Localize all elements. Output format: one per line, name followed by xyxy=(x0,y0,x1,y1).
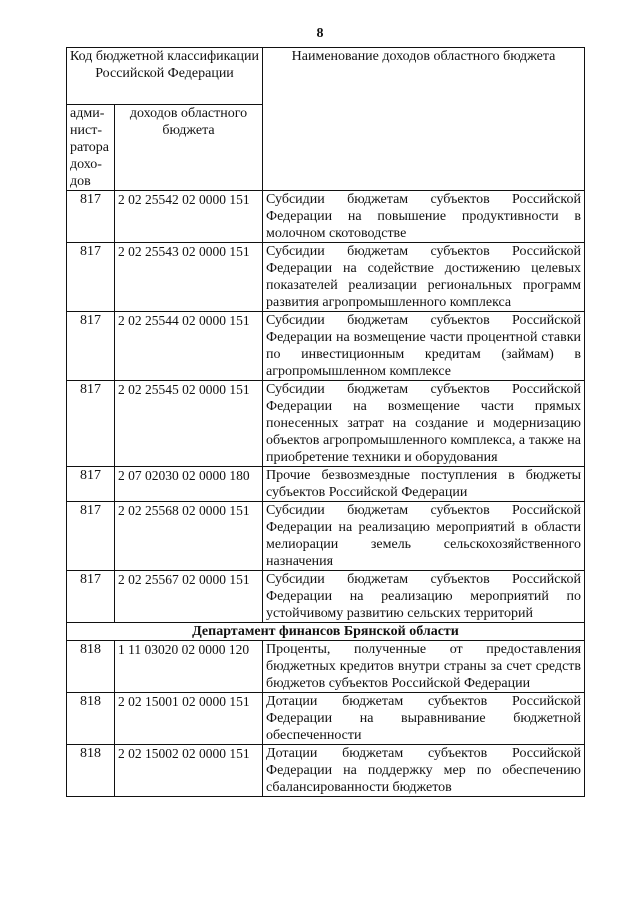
table-row xyxy=(67,243,585,312)
income-name-cell: Дотации бюджетам субъектов Российской Федерации на выравнивание бюджетной обеспеченности xyxy=(263,693,585,745)
admin-code-cell: 817 xyxy=(67,381,115,467)
admin-code-cell: 817 xyxy=(67,467,115,502)
table-row xyxy=(67,693,585,745)
income-name-cell: Прочие безвозмездные поступления в бюджеты субъектов Российской Федерации xyxy=(263,467,585,502)
admin-code-cell: 818 xyxy=(67,745,115,797)
income-code-cell: 1 11 03020 02 0000 120 xyxy=(115,641,263,693)
page-number: 8 xyxy=(316,26,324,41)
income-name-cell: Субсидии бюджетам субъектов Российской Федерации на повышение продуктивности в молочном скотоводстве xyxy=(263,191,585,243)
income-code-cell: 2 02 25567 02 0000 151 xyxy=(115,571,263,623)
income-name-cell: Дотации бюджетам субъектов Российской Федерации на поддержку мер по обеспечению сбалансированности бюджетов xyxy=(263,745,585,797)
income-code-cell: 2 02 25568 02 0000 151 xyxy=(115,502,263,571)
admin-code-cell: 817 xyxy=(67,571,115,623)
admin-code-cell: 818 xyxy=(67,641,115,693)
income-name-cell: Субсидии бюджетам субъектов Российской Федерации на содействие достижению целевых показателей реализации региональных программ развития агропромышленного комплекса xyxy=(263,243,585,312)
header-name-column: Наименование доходов областного бюджета xyxy=(263,48,585,191)
income-code-cell: 2 02 25545 02 0000 151 xyxy=(115,381,263,467)
table-row xyxy=(67,571,585,623)
income-code-cell: 2 02 15002 02 0000 151 xyxy=(115,745,263,797)
income-name-cell: Субсидии бюджетам субъектов Российской Федерации на возмещение части прямых понесенных затрат на создание и модернизацию объектов агропромышленного комплекса, а также на приобретение техники и оборудования xyxy=(263,381,585,467)
admin-code-cell: 817 xyxy=(67,191,115,243)
header-code-group: Код бюджетной классификации Российской Федерации xyxy=(67,48,263,105)
table-row xyxy=(67,312,585,381)
income-code-cell: 2 02 15001 02 0000 151 xyxy=(115,693,263,745)
admin-code-cell: 817 xyxy=(67,243,115,312)
table-row xyxy=(67,467,585,502)
income-name-cell: Субсидии бюджетам субъектов Российской Федерации на реализацию мероприятий по устойчивому развитию сельских территорий xyxy=(263,571,585,623)
admin-code-cell: 817 xyxy=(67,312,115,381)
header-income-column: доходов областного бюджета xyxy=(115,105,263,191)
table-row xyxy=(67,745,585,797)
admin-code-cell: 818 xyxy=(67,693,115,745)
income-classification-table xyxy=(66,47,585,797)
income-name-cell: Субсидии бюджетам субъектов Российской Федерации на возмещение части процентной ставки по инвестиционным кредитам (займам) в агропромышленном комплексе xyxy=(263,312,585,381)
income-name-cell: Субсидии бюджетам субъектов Российской Федерации на реализацию мероприятий в области мелиорации земель сельскохозяйственного назначения xyxy=(263,502,585,571)
table-row xyxy=(67,381,585,467)
section-row xyxy=(67,623,585,641)
admin-code-cell: 817 xyxy=(67,502,115,571)
table-row xyxy=(67,641,585,693)
table-row xyxy=(67,502,585,571)
income-code-cell: 2 02 25543 02 0000 151 xyxy=(115,243,263,312)
section-title: Департамент финансов Брянской области xyxy=(67,623,585,641)
header-admin-column: адми-нист-ратора дохо-дов xyxy=(67,105,115,191)
income-code-cell: 2 02 25542 02 0000 151 xyxy=(115,191,263,243)
income-code-cell: 2 07 02030 02 0000 180 xyxy=(115,467,263,502)
income-code-cell: 2 02 25544 02 0000 151 xyxy=(115,312,263,381)
income-name-cell: Проценты, полученные от предоставления бюджетных кредитов внутри страны за счет средств бюджетов субъектов Российской Федерации xyxy=(263,641,585,693)
table-row xyxy=(67,191,585,243)
